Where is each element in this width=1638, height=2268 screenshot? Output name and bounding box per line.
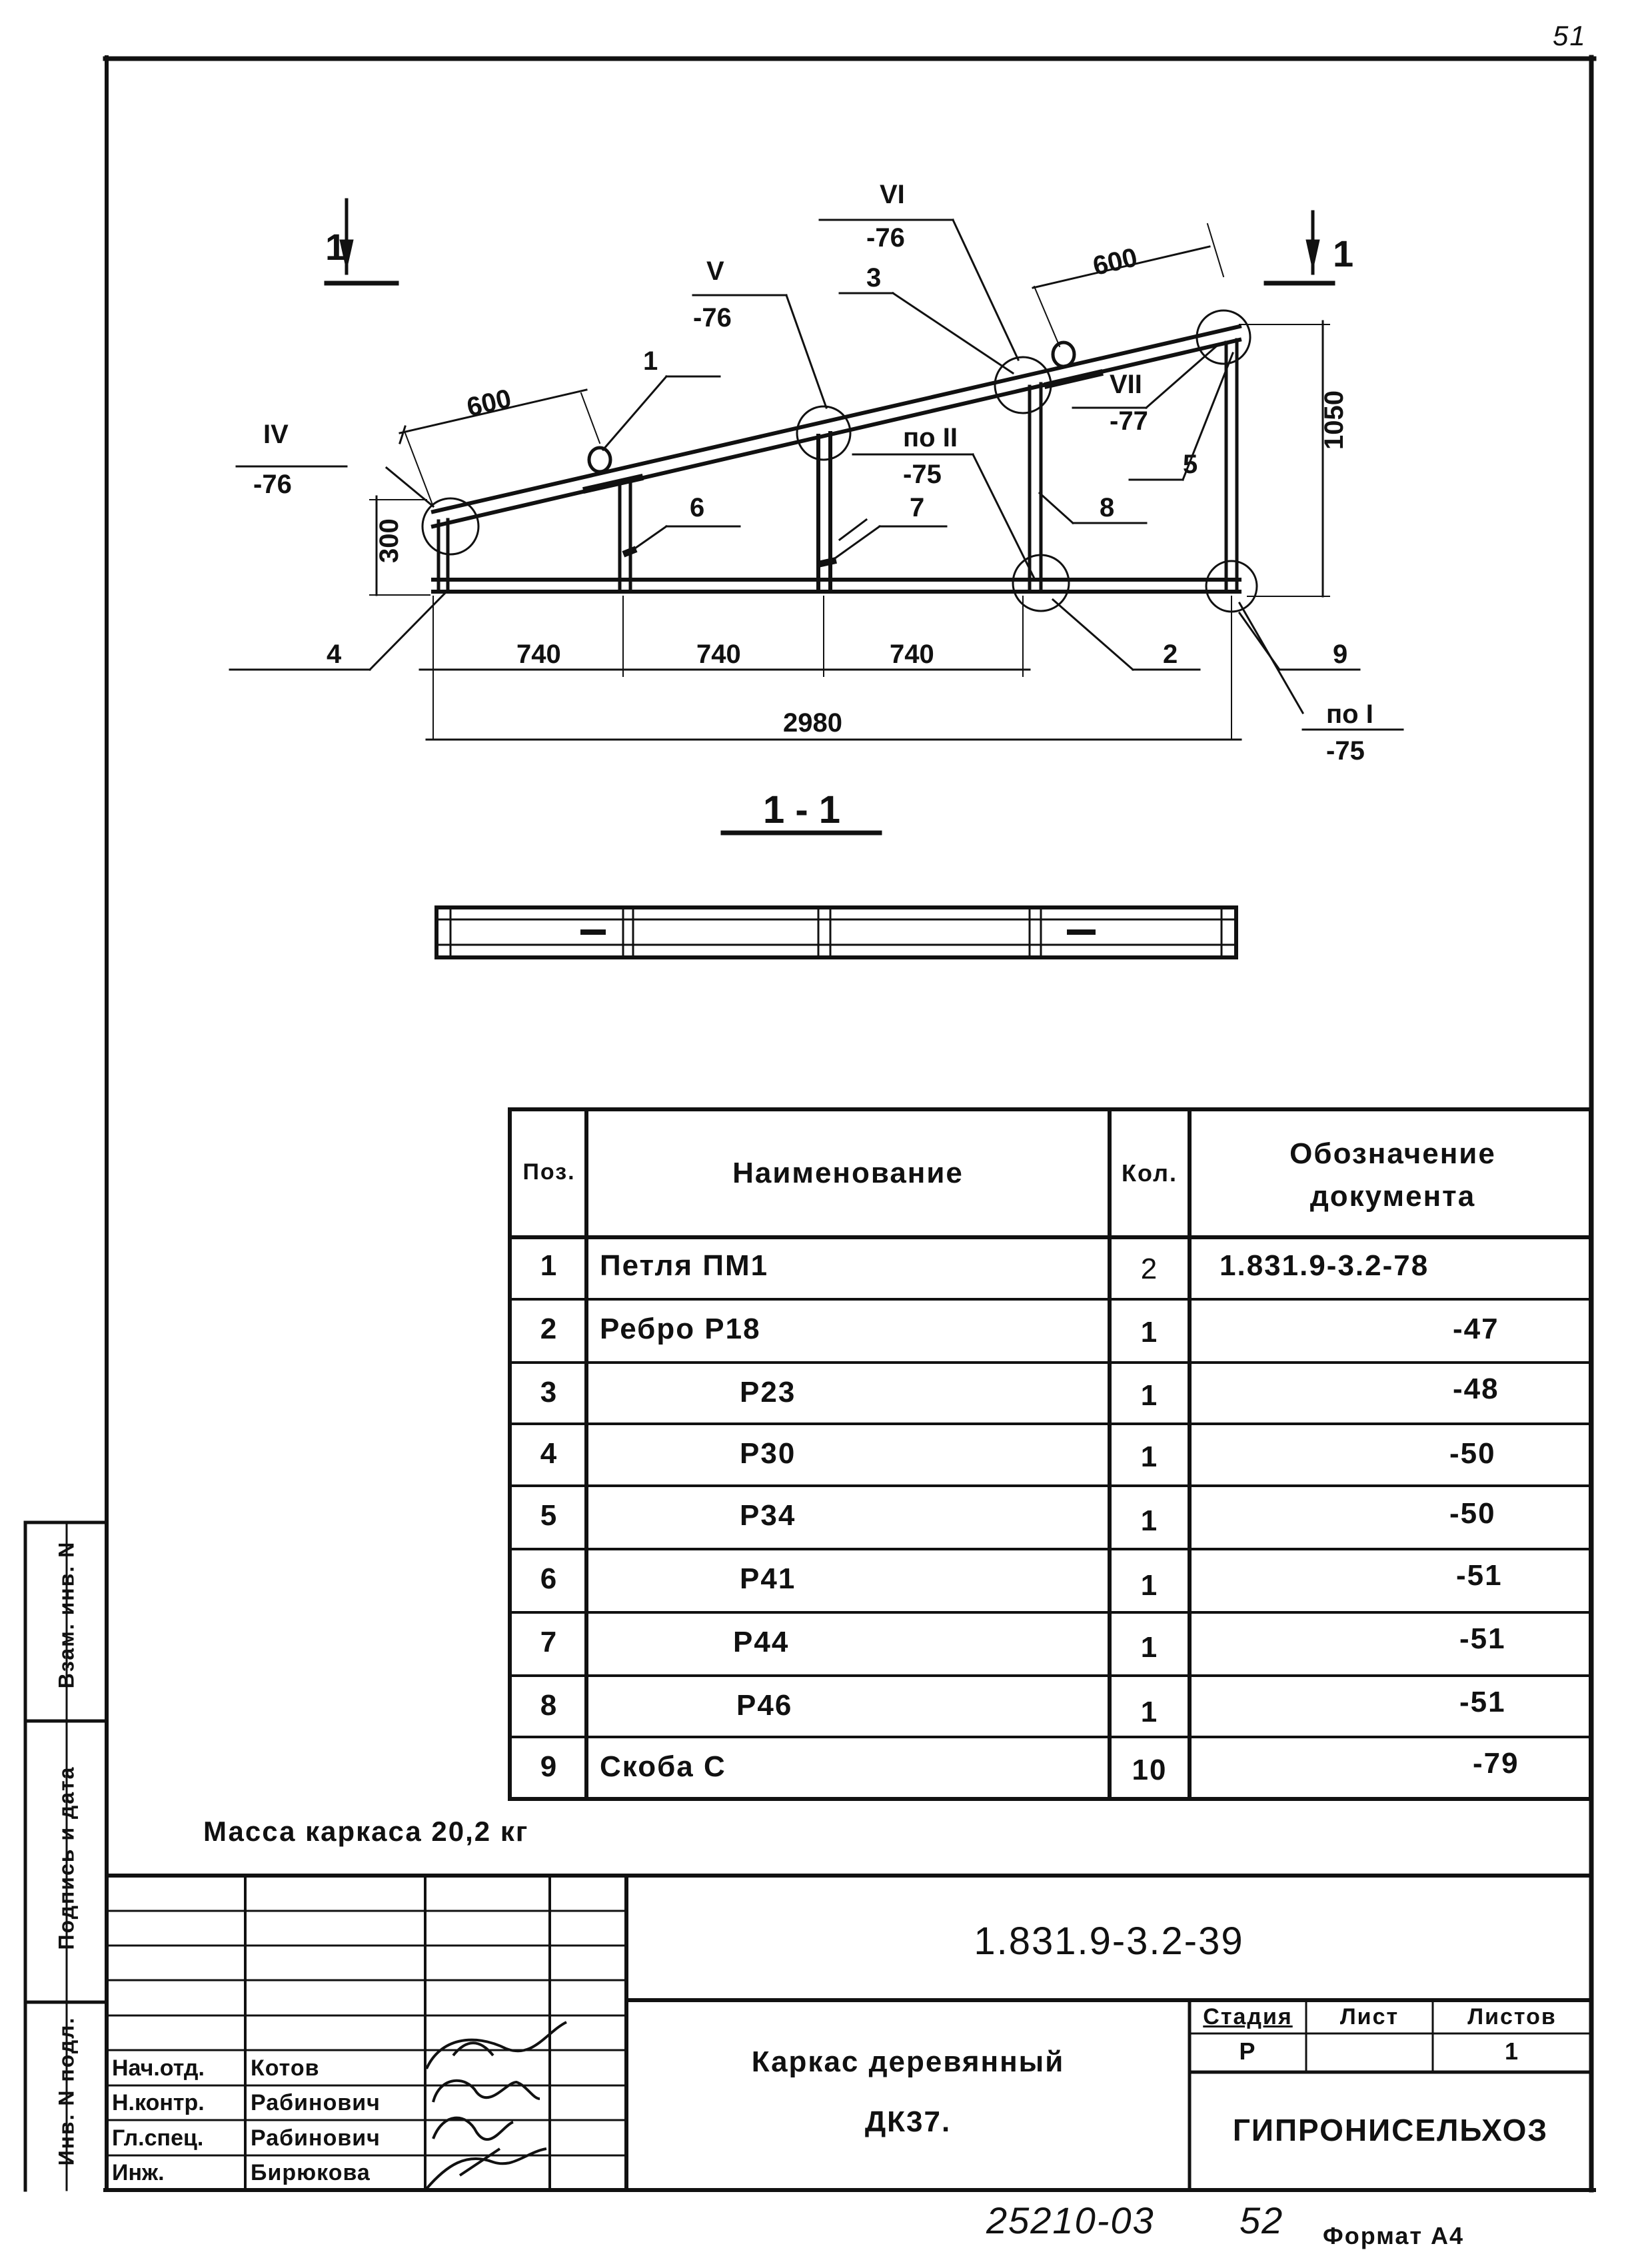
node-ref-1-roman: по I (1326, 700, 1373, 729)
node-ref-4-sheet: -76 (253, 470, 292, 499)
row-pos: 6 (540, 1562, 558, 1595)
row-pos: 1 (540, 1249, 558, 1282)
row-name: Петля ПМ1 (600, 1249, 769, 1282)
dim-span-1: 740 (516, 640, 561, 669)
signatory-name: Котов (251, 2055, 320, 2081)
callout-2: 2 (1163, 640, 1178, 669)
row-pos: 9 (540, 1750, 558, 1783)
callout-4: 4 (327, 640, 342, 669)
row-name: Р46 (736, 1689, 793, 1722)
signatory-role: Гл.спец. (112, 2125, 204, 2151)
row-qty: 1 (1140, 1696, 1159, 1728)
signatory-name: Рабинович (251, 2125, 381, 2151)
signatory-name: Бирюкова (251, 2160, 371, 2185)
signatures (426, 2022, 566, 2189)
row-qty: 1 (1140, 1316, 1159, 1349)
row-doc: -50 (1449, 1437, 1496, 1470)
callout-8: 8 (1100, 493, 1115, 522)
signatory-name: Рабинович (251, 2090, 381, 2115)
archive-page: 52 (1239, 2199, 1284, 2241)
section-mark-left: 1 (325, 226, 347, 268)
row-doc: 1.831.9-3.2-78 (1220, 1249, 1429, 1282)
row-qty: 1 (1140, 1569, 1159, 1602)
node-ref-7-roman: VII (1110, 370, 1142, 399)
row-pos: 3 (540, 1376, 558, 1409)
sheet-label: Лист (1339, 2004, 1399, 2029)
dim-top-right: 600 (1090, 243, 1140, 282)
dim-total: 2980 (783, 708, 842, 738)
row-name: Р23 (740, 1376, 796, 1409)
node-ref-1-sheet: -75 (1326, 736, 1365, 766)
page-number: 51 (1553, 20, 1587, 51)
node-ref-2-sheet: -75 (903, 460, 942, 489)
row-name: Ребро Р18 (600, 1313, 761, 1345)
row-qty: 1 (1140, 1504, 1159, 1537)
callout-6: 6 (690, 493, 705, 522)
row-name: Скоба С (600, 1750, 726, 1783)
section-title: 1 - 1 (763, 788, 841, 832)
node-ref-4-roman: IV (263, 420, 289, 449)
signatory-role: Инж. (112, 2160, 165, 2185)
title-line-2: ДК37. (864, 2105, 952, 2138)
mass-note: Масса каркаса 20,2 кг (203, 1816, 529, 1847)
row-doc: -51 (1459, 1686, 1506, 1718)
header-pos: Поз. (522, 1159, 576, 1185)
row-pos: 5 (540, 1499, 558, 1532)
signatory-role: Нач.отд. (112, 2055, 205, 2081)
header-qty: Кол. (1122, 1159, 1178, 1187)
dim-span-2: 740 (696, 640, 741, 669)
callout-9: 9 (1333, 640, 1348, 669)
row-doc: -50 (1449, 1497, 1496, 1530)
callout-7: 7 (910, 493, 925, 522)
callout-3: 3 (866, 263, 882, 292)
row-name: Р44 (733, 1626, 790, 1658)
callout-1: 1 (643, 346, 658, 376)
node-ref-7-sheet: -77 (1110, 406, 1148, 436)
row-qty: 2 (1140, 1253, 1159, 1285)
dim-span-3: 740 (890, 640, 934, 669)
section-mark-right: 1 (1333, 233, 1354, 275)
row-doc: -51 (1459, 1622, 1506, 1655)
signatory-role: Н.контр. (112, 2090, 205, 2115)
title-line-1: Каркас деревянный (751, 2045, 1065, 2078)
row-qty: 1 (1140, 1440, 1159, 1473)
node-ref-2-roman: по II (903, 423, 958, 452)
sheets-label: Листов (1467, 2004, 1557, 2029)
side-stamp-podl: Инв. N подл. (54, 2016, 79, 2166)
stage-label: Стадия (1203, 2004, 1293, 2029)
header-name: Наименование (732, 1157, 964, 1189)
archive-code: 25210-03 (986, 2199, 1155, 2241)
row-name: Р34 (740, 1499, 796, 1532)
stage-value: Р (1239, 2037, 1257, 2065)
row-pos: 7 (540, 1626, 558, 1658)
row-pos: 4 (540, 1437, 558, 1470)
row-pos: 2 (540, 1313, 558, 1345)
dim-top-left: 600 (464, 384, 514, 422)
organization: ГИПРОНИСЕЛЬХОЗ (1232, 2113, 1549, 2147)
dim-height-right: 1050 (1319, 390, 1349, 450)
callout-5: 5 (1183, 450, 1198, 479)
side-stamp-vzam: Взам. инв. N (54, 1540, 79, 1689)
header-doc: Обозначение документа (1289, 1137, 1496, 1213)
node-ref-6-sheet: -76 (866, 223, 905, 253)
row-doc: -48 (1453, 1373, 1499, 1405)
node-ref-5-roman: V (706, 257, 724, 286)
row-doc: -79 (1473, 1747, 1519, 1780)
sheets-value: 1 (1504, 2037, 1520, 2065)
row-doc: -47 (1453, 1313, 1499, 1345)
row-qty: 1 (1140, 1631, 1159, 1664)
row-qty: 1 (1140, 1379, 1159, 1412)
dim-height-left: 300 (375, 518, 404, 563)
row-qty: 10 (1132, 1754, 1168, 1786)
format-label: Формат А4 (1323, 2222, 1465, 2249)
node-ref-5-sheet: -76 (693, 303, 732, 332)
row-name: Р41 (740, 1562, 796, 1595)
side-stamp-sign: Подпись и дата (54, 1766, 79, 1950)
row-pos: 8 (540, 1689, 558, 1722)
row-name: Р30 (740, 1437, 796, 1470)
node-ref-6-roman: VI (880, 180, 905, 209)
row-doc: -51 (1456, 1559, 1503, 1592)
designation: 1.831.9-3.2-39 (974, 1920, 1244, 1963)
